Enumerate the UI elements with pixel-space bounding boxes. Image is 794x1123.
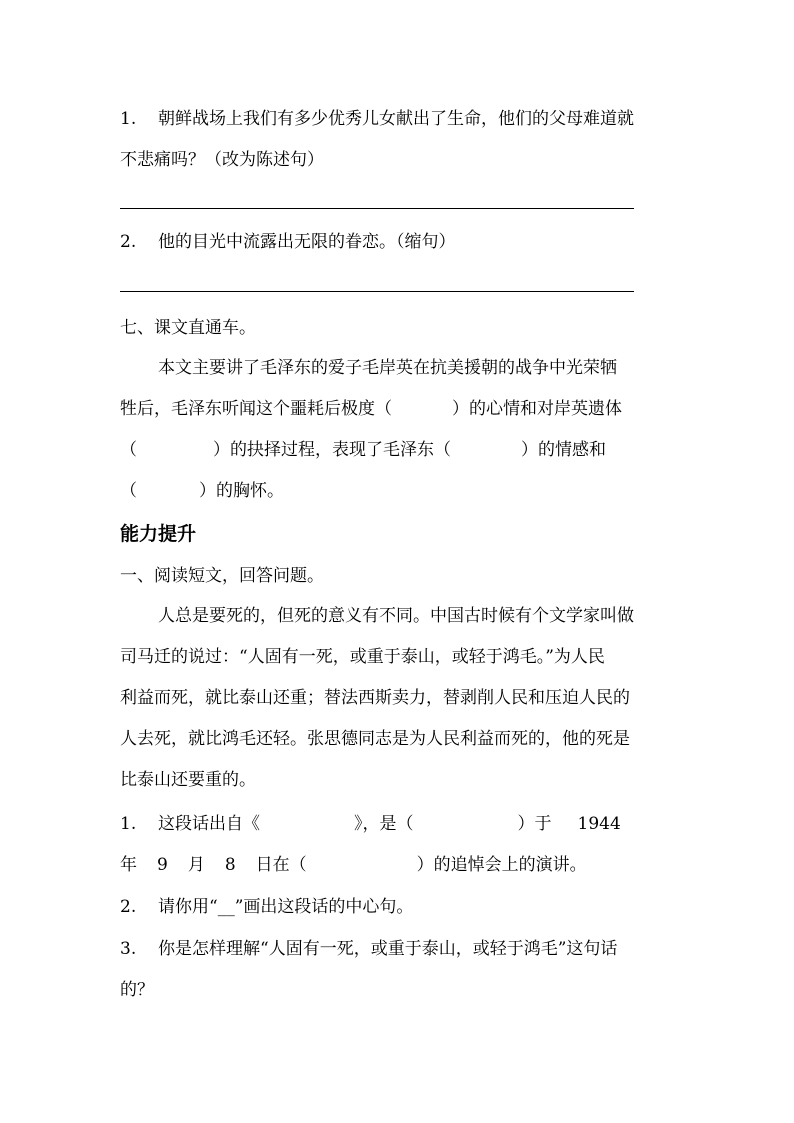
question-a1: [120, 813, 621, 835]
passage-line: 利益而死，就比泰山还重；替法西斯卖力，替剥削人民和压迫人民的: [120, 688, 630, 708]
text-span: 月: [187, 855, 205, 875]
answer-line: [120, 208, 634, 209]
paragraph-line: [120, 398, 622, 420]
text-span: 牲后，毛泽东听闻这个噩耗后极度（: [120, 399, 392, 419]
section-heading: 能力提升: [120, 523, 197, 545]
text-span: 年: [120, 855, 137, 875]
passage-line: 人去死，就比鸿毛还轻。张思德同志是为人民利益而死的，他的死是: [120, 729, 630, 749]
question-number: 3.: [120, 939, 137, 959]
question-number: 2.: [120, 232, 137, 252]
passage-line: 司马迁的说过：“人固有一死，或重于泰山，或轻于鸿毛。”为人民: [120, 647, 605, 667]
question-text: 请你用“__”画出这段话的中心句。: [158, 897, 414, 917]
question-text: 你是怎样理解“人固有一死，或重于泰山，或轻于鸿毛”这句话: [158, 939, 618, 959]
text-span: （: [120, 481, 137, 501]
section-title: 七、课文直通车。: [120, 318, 256, 338]
question-a3: [120, 938, 617, 960]
text-span: 这段话出自《: [158, 814, 260, 834]
question-a1-continued: [120, 854, 587, 876]
text-span: ）的追悼会上的演讲。: [416, 855, 587, 875]
text-span: ）的心情和对岸英遗体: [452, 399, 622, 419]
question-number: 2.: [120, 897, 137, 917]
question-a2: [120, 896, 413, 918]
sub-heading: 一、阅读短文，回答问题。: [120, 566, 324, 586]
question-a3-continued: 的？: [120, 980, 154, 1000]
text-span: ）的抉择过程，表现了毛泽东（: [213, 440, 451, 460]
question-1: [120, 108, 634, 130]
question-number: 1.: [120, 814, 137, 834]
text-span: 》，是（: [354, 814, 414, 834]
year-value: 1944: [577, 814, 621, 834]
text-span: （: [120, 440, 137, 460]
text-span: ）的胸怀。: [199, 481, 284, 501]
question-number: 1.: [120, 109, 137, 129]
text-span: 9: [157, 855, 168, 875]
text-span: ）的情感和: [521, 440, 606, 460]
passage-line: 比泰山还要重的。: [120, 770, 256, 790]
paragraph-line: [120, 480, 284, 502]
answer-line: [120, 291, 634, 292]
passage-line: 人总是要死的，但死的意义有不同。中国古时候有个文学家叫做: [158, 606, 634, 626]
question-text: 朝鲜战场上我们有多少优秀儿女献出了生命，他们的父母难道就: [158, 109, 634, 129]
paragraph-line: 本文主要讲了毛泽东的爱子毛岸英在抗美援朝的战争中光荣牺: [158, 358, 617, 378]
text-span: ）于: [517, 814, 552, 834]
question-2: [120, 231, 456, 253]
question-text: 他的目光中流露出无限的眷恋。（缩句）: [158, 232, 456, 252]
question-1-continued: 不悲痛吗？（改为陈述句）: [120, 150, 324, 170]
paragraph-line: [120, 439, 606, 461]
text-span: 8: [224, 855, 236, 875]
text-span: 日在（: [255, 855, 307, 875]
